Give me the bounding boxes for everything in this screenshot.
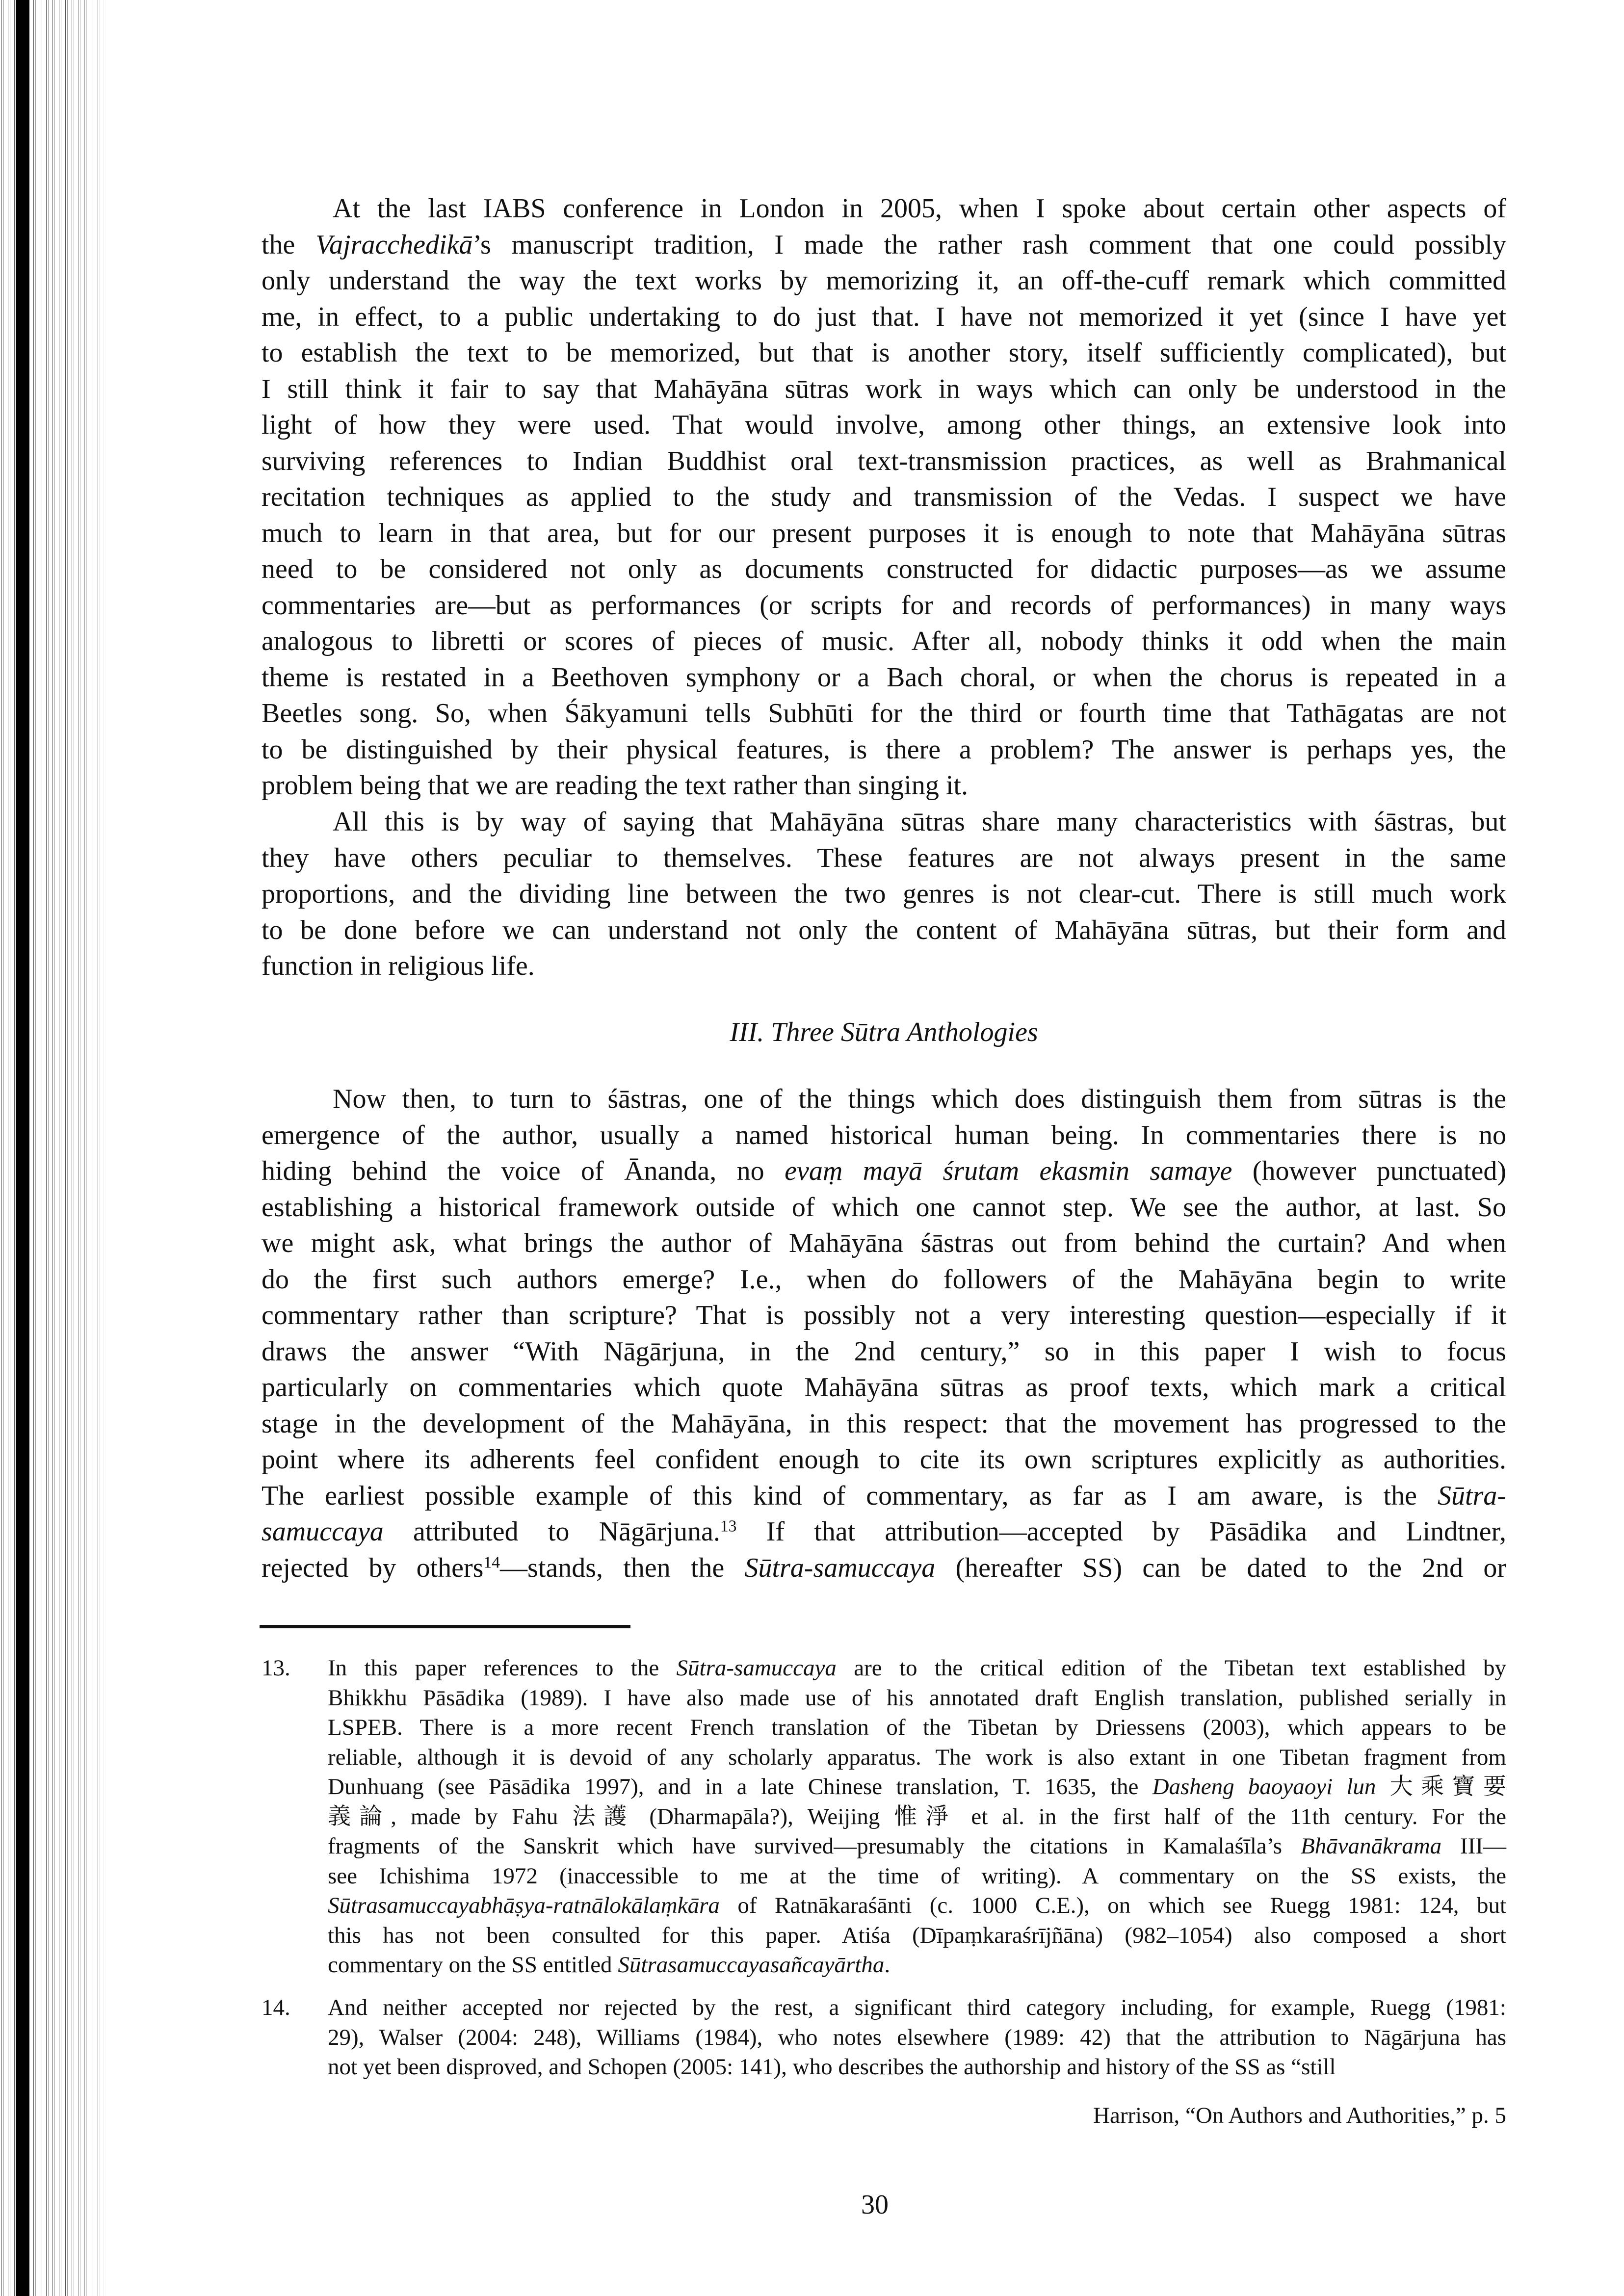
text-line <box>328 2052 1506 2082</box>
text-run: fragments of the Sanskrit which have survived—presumably the citations in Kamalaśīla’s <box>328 1833 1301 1859</box>
text-run: not yet been disproved, and Schopen (2005: 141), who describes the authorship and history of the SS as “still <box>328 2054 1336 2080</box>
text-run: recitation techniques as applied to the study and transmission of the Vedas. I suspect we have <box>262 482 1506 512</box>
text-run: emergence of the author, usually a named historical human being. In commentaries there is no <box>262 1120 1506 1150</box>
text-run: commentary on the SS entitled <box>328 1952 618 1978</box>
text-line <box>262 551 1506 588</box>
text-run: theme is restated in a Beethoven symphony or a Bach choral, or when the chorus is repeated in a <box>262 662 1506 693</box>
italic-text-run: Sūtra- <box>1438 1480 1506 1511</box>
text-run: attributed to Nāgārjuna. <box>383 1516 720 1547</box>
text-run: to establish the text to be memorized, but that is another story, itself sufficiently complicated), but <box>262 338 1506 368</box>
text-run: The earliest possible example of this kind of commentary, as far as I am aware, is the <box>262 1480 1438 1511</box>
text-run: function in religious life. <box>262 951 535 981</box>
text-line <box>328 1713 1506 1743</box>
footnote-reference: 14 <box>483 1553 500 1572</box>
text-line <box>262 299 1506 336</box>
text-run: particularly on commentaries which quote Mahāyāna sūtras as proof texts, which mark a critical <box>262 1372 1506 1403</box>
text-run: reliable, although it is devoid of any scholarly apparatus. The work is also extant in one Tibetan fragment from <box>328 1744 1506 1770</box>
text-line <box>262 1118 1506 1154</box>
text-line <box>262 876 1506 913</box>
footnote-reference: 13 <box>720 1517 737 1536</box>
text-run: they have others peculiar to themselves. These features are not always present in the same <box>262 842 1506 873</box>
footnote-14 <box>262 1993 1506 2082</box>
text-line <box>328 1802 1506 1832</box>
text-line <box>262 227 1506 263</box>
text-run: commentary rather than scripture? That is possibly not a very interesting question—especially if it <box>262 1300 1506 1331</box>
text-run: Beetles song. So, when Śākyamuni tells Subhūti for the third or fourth time that Tathāgatas are not <box>262 698 1506 729</box>
text-line <box>262 732 1506 768</box>
text-line <box>262 1153 1506 1190</box>
text-run: ’s manuscript tradition, I made the rather rash comment that one could possibly <box>472 229 1506 260</box>
text-run: If that attribution—accepted by Pāsādika and Lindtner, <box>736 1516 1507 1547</box>
text-run: Now then, to turn to śāstras, one of the things which does distinguish them from sūtras is the <box>333 1084 1506 1114</box>
text-run: . <box>884 1952 891 1978</box>
text-run: rejected by others <box>262 1552 484 1583</box>
text-line <box>262 1406 1506 1442</box>
text-line <box>328 1891 1506 1921</box>
text-line <box>262 335 1506 371</box>
text-run: establishing a historical framework outside of which one cannot step. We see the author, at last. So <box>262 1192 1506 1223</box>
text-run: of Ratnākaraśānti (c. 1000 C.E.), on which see Ruegg 1981: 124, but <box>719 1893 1506 1918</box>
text-run: In this paper references to the <box>328 1655 677 1681</box>
text-line <box>262 1226 1506 1262</box>
text-run: me, in effect, to a public undertaking to do just that. I have not memorized it yet (since I have yet <box>262 301 1506 332</box>
text-line <box>262 768 1506 804</box>
body-paragraph-2 <box>262 804 1506 985</box>
italic-text-run: samuccaya <box>262 1516 384 1547</box>
text-line <box>328 1683 1506 1713</box>
italic-text-run: Vajracchedikā <box>315 229 473 260</box>
italic-text-run: Bhāvanākrama <box>1300 1833 1442 1859</box>
text-line <box>262 804 1506 840</box>
text-run: only understand the way the text works by memorizing it, an off-the-cuff remark which committed <box>262 265 1506 296</box>
text-line <box>262 1298 1506 1334</box>
text-run: draws the answer “With Nāgārjuna, in the 2nd century,” so in this paper I wish to focus <box>262 1336 1506 1367</box>
text-run: commentaries are—but as performances (or scripts for and records of performances) in many ways <box>262 590 1506 621</box>
text-line <box>262 407 1506 444</box>
text-line <box>328 1993 1506 2023</box>
italic-text-run: Sūtra-samuccaya <box>744 1552 936 1583</box>
text-run: And neither accepted nor rejected by the rest, a significant third category including, for example, Ruegg (1981: <box>328 1995 1506 2020</box>
text-run: this has not been consulted for this paper. Atiśa (Dīpaṃkaraśrījñāna) (982–1054) also composed a short <box>328 1922 1506 1948</box>
footnote-body <box>328 1653 1506 1980</box>
footnote-13 <box>262 1653 1506 1980</box>
text-run: see Ichishima 1972 (inaccessible to me at the time of writing). A commentary on the SS exists, the <box>328 1863 1506 1889</box>
text-line <box>262 1442 1506 1478</box>
text-line <box>262 624 1506 660</box>
text-line <box>328 1950 1506 1980</box>
page-number: 30 <box>861 2190 889 2220</box>
text-line <box>262 913 1506 949</box>
scan-binding-fade <box>69 0 108 2296</box>
text-line <box>262 371 1506 408</box>
text-run: much to learn in that area, but for our present purposes it is enough to note that Mahāyāna sūtras <box>262 518 1506 548</box>
text-run: problem being that we are reading the text rather than singing it. <box>262 770 968 801</box>
text-run: stage in the development of the Mahāyāna, in this respect: that the movement has progressed to the <box>262 1408 1506 1439</box>
text-run: (however punctuated) <box>1232 1156 1507 1186</box>
text-line <box>262 1550 1506 1587</box>
text-line <box>262 1478 1506 1514</box>
italic-text-run: evaṃ mayā śrutam ekasmin samaye <box>785 1156 1232 1186</box>
section-heading: III. Three Sūtra Anthologies <box>730 1017 1038 1047</box>
text-line <box>328 1831 1506 1861</box>
text-line <box>328 1772 1506 1802</box>
text-run: analogous to libretti or scores of pieces of music. After all, nobody thinks it odd when the main <box>262 626 1506 656</box>
text-run: the <box>262 229 316 260</box>
text-line <box>262 1514 1506 1550</box>
text-line <box>262 444 1506 480</box>
text-run: need to be considered not only as documents constructed for didactic purposes—as we assume <box>262 554 1506 584</box>
text-line <box>328 2023 1506 2053</box>
body-paragraph-3 <box>262 1081 1506 1586</box>
text-line <box>262 1081 1506 1118</box>
text-run: surviving references to Indian Buddhist oral text-transmission practices, as well as Brahmanical <box>262 445 1506 476</box>
footnote-number: 13. <box>262 1655 290 1681</box>
text-line <box>262 840 1506 877</box>
text-line <box>328 1861 1506 1891</box>
italic-text-run: Sūtra-samuccaya <box>676 1655 837 1681</box>
text-run: 大乘寶要 <box>1376 1774 1506 1800</box>
text-run: All this is by way of saying that Mahāyāna sūtras share many characteristics with śāstras, but <box>333 807 1506 837</box>
text-run: light of how they were used. That would involve, among other things, an extensive look into <box>262 410 1506 440</box>
text-run: At the last IABS conference in London in 2005, when I spoke about certain other aspects of <box>333 193 1506 224</box>
italic-text-run: Dasheng baoyaoyi lun <box>1152 1774 1376 1800</box>
text-line <box>262 479 1506 516</box>
text-run: I still think it fair to say that Mahāyāna sūtras work in ways which can only be understood in the <box>262 373 1506 404</box>
text-run: to be distinguished by their physical features, is there a problem? The answer is perhaps yes, the <box>262 734 1506 765</box>
text-line <box>262 588 1506 624</box>
text-run: do the first such authors emerge? I.e., when do followers of the Mahāyāna begin to write <box>262 1264 1506 1295</box>
text-line <box>328 1743 1506 1773</box>
text-run: 義論, made by Fahu 法護 (Dharmapāla?), Weijing 惟淨 et al. in the first half of the 11th century. For the <box>328 1803 1506 1829</box>
text-line <box>262 696 1506 732</box>
text-line <box>262 516 1506 552</box>
text-line <box>262 660 1506 696</box>
text-run: Bhikkhu Pāsādika (1989). I have also made use of his annotated draft English translation, published serially in <box>328 1685 1506 1711</box>
text-line <box>262 263 1506 299</box>
text-run: we might ask, what brings the author of Mahāyāna śāstras out from behind the curtain? And when <box>262 1228 1506 1258</box>
text-line <box>328 1921 1506 1951</box>
footnote-number: 14. <box>262 1995 290 2020</box>
text-run: hiding behind the voice of Ānanda, no <box>262 1156 785 1186</box>
text-run: III— <box>1441 1833 1506 1859</box>
footnote-body <box>328 1993 1506 2082</box>
text-line <box>262 1334 1506 1370</box>
text-run: 29), Walser (2004: 248), Williams (1984), who notes elsewhere (1989: 42) that the attribution to Nāgārjuna has <box>328 2024 1506 2050</box>
text-run: (hereafter SS) can be dated to the 2nd or <box>935 1552 1507 1583</box>
italic-text-run: Sūtrasamuccayasañcayārtha <box>618 1952 885 1978</box>
text-run: LSPEB. There is a more recent French translation of the Tibetan by Driessens (2003), which appears to be <box>328 1715 1506 1740</box>
text-line <box>262 1262 1506 1298</box>
text-line <box>328 1653 1506 1683</box>
text-line <box>262 191 1506 227</box>
running-footer: Harrison, “On Authors and Authorities,” p. 5 <box>1093 2103 1506 2128</box>
body-paragraph-1 <box>262 191 1506 804</box>
text-line <box>262 1190 1506 1226</box>
text-run: are to the critical edition of the Tibetan text established by <box>836 1655 1506 1681</box>
italic-text-run: Sūtrasamuccayabhāṣya-ratnālokālaṃkāra <box>328 1893 720 1918</box>
text-line <box>262 1370 1506 1406</box>
text-line <box>262 948 1506 985</box>
text-run: —stands, then the <box>500 1552 745 1583</box>
text-run: to be done before we can understand not only the content of Mahāyāna sūtras, but their form and <box>262 914 1506 945</box>
footnote-separator-rule <box>260 1625 630 1628</box>
text-run: Dunhuang (see Pāsādika 1997), and in a late Chinese translation, T. 1635, the <box>328 1774 1153 1800</box>
text-run: point where its adherents feel confident enough to cite its own scriptures explicitly as authorities. <box>262 1444 1506 1475</box>
text-run: proportions, and the dividing line between the two genres is not clear-cut. There is still much work <box>262 879 1506 909</box>
